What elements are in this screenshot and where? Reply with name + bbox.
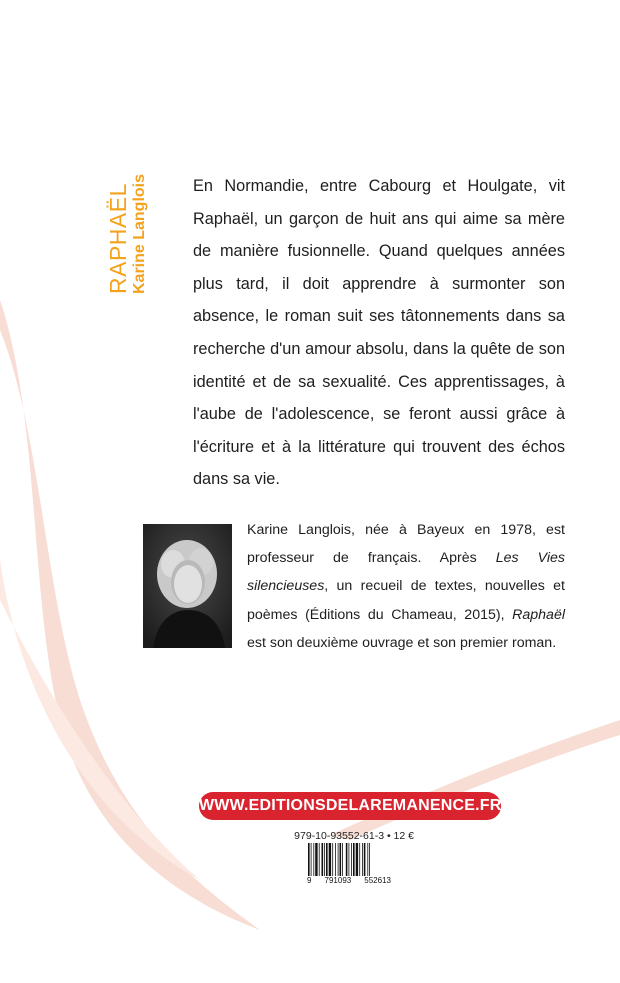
- barcode-bar: [364, 843, 366, 879]
- book-blurb: En Normandie, entre Cabourg et Houlgate, vit Raphaël, un garçon de huit ans qui aime sa mère de manière fusionnelle. Quand quelques années plus tard, il doit apprendre à surmonter son absence, le roman suit ses tâtonnements dans sa recherche d'un amour absolu, dans la quête de son identité et de sa sexualité. Ces apprentissages, à l'aube de l'adolescence, se feront aussi grâce à l'écriture et à la littérature qui trouvent des échos dans sa vie.: [193, 177, 565, 489]
- bio-work-title-1: Les Vies silencieuses: [247, 550, 565, 595]
- barcode-bar: [369, 843, 370, 879]
- barcode-digit-first: 9: [307, 876, 312, 885]
- barcode-digits-group-1: 791093: [324, 876, 352, 885]
- barcode-bar: [349, 843, 350, 879]
- bio-work-title-2: Raphaël: [512, 606, 565, 623]
- barcode-digits: [306, 876, 392, 886]
- book-author: Karine Langlois: [131, 173, 148, 294]
- barcode-bar: [319, 843, 320, 879]
- book-title: RAPHAËL: [105, 183, 131, 294]
- isbn-price: 979-10-93552-61-3 • 12 €: [294, 830, 414, 842]
- barcode-bar: [329, 843, 331, 879]
- barcode-bar: [308, 843, 310, 879]
- barcode-bar: [332, 843, 333, 879]
- author-portrait-icon: [143, 524, 232, 648]
- barcode-bar: [311, 843, 312, 879]
- barcode-bar: [356, 843, 358, 879]
- barcode-bar: [362, 843, 363, 879]
- bio-text-1: Karine Langlois, née à Bayeux en 1978, est professeur de français. Après: [247, 522, 565, 567]
- barcode-bar: [313, 843, 314, 879]
- barcode-bar: [315, 843, 317, 879]
- bio-text-2: , un recueil de textes, nouvelles et poèmes (Éditions du Chameau, 2015),: [247, 578, 565, 623]
- author-bio: [247, 516, 565, 657]
- barcode-bar: [324, 843, 325, 879]
- barcode-bar: [338, 843, 339, 879]
- publisher-url-link[interactable]: WWW.EDITIONSDELAREMANENCE.FR: [199, 792, 501, 820]
- barcode-bar: [359, 843, 360, 879]
- barcode-bar: [342, 843, 343, 879]
- barcode-bar: [353, 843, 355, 879]
- barcode-bar: [326, 843, 328, 879]
- barcode-bar: [340, 843, 342, 879]
- barcode-bar: [351, 843, 352, 879]
- barcode-bar: [367, 843, 368, 879]
- barcode-bar: [322, 843, 324, 879]
- barcode-bar: [346, 843, 348, 879]
- bio-text-3: est son deuxième ouvrage et son premier roman.: [247, 634, 557, 651]
- barcode-bar: [335, 843, 336, 879]
- barcode-digits-group-2: 552613: [364, 876, 391, 885]
- spine-title-block: [100, 170, 156, 310]
